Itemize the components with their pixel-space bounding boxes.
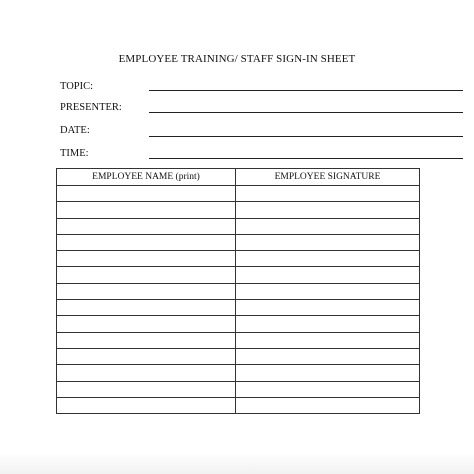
employee-name-cell[interactable] [57,186,236,202]
table-row [57,397,420,413]
employee-signature-cell[interactable] [236,348,420,364]
table-row [57,234,420,250]
employee-name-cell[interactable] [57,251,236,267]
employee-signature-cell[interactable] [236,202,420,218]
table-row [57,283,420,299]
employee-signature-cell[interactable] [236,381,420,397]
document-title: EMPLOYEE TRAINING/ STAFF SIGN-IN SHEET [118,53,356,65]
table-row [57,267,420,283]
employee-signature-cell[interactable] [236,234,420,250]
employee-signature-cell[interactable] [236,251,420,267]
table-row [57,202,420,218]
presenter-field [60,102,405,118]
employee-name-cell[interactable] [57,381,236,397]
table-row [57,348,420,364]
topic-fill-line[interactable] [149,90,463,91]
table-row [57,218,420,234]
date-fill-line[interactable] [149,136,463,137]
table-row [57,251,420,267]
employee-signature-cell[interactable] [236,218,420,234]
time-label: TIME: [60,148,89,159]
date-label: DATE: [60,125,90,136]
employee-signature-cell[interactable] [236,332,420,348]
table-header-row [57,169,420,186]
employee-signature-header: EMPLOYEE SIGNATURE [236,169,420,186]
employee-signature-cell[interactable] [236,283,420,299]
employee-name-cell[interactable] [57,202,236,218]
table-row [57,186,420,202]
table-body [57,186,420,414]
employee-name-cell[interactable] [57,316,236,332]
employee-name-cell[interactable] [57,365,236,381]
table-row [57,332,420,348]
topic-label: TOPIC: [60,81,94,92]
employee-signature-cell[interactable] [236,267,420,283]
table-row [57,300,420,316]
table-row [57,381,420,397]
employee-signature-cell[interactable] [236,316,420,332]
employee-signature-cell[interactable] [236,365,420,381]
employee-name-cell[interactable] [57,300,236,316]
time-fill-line[interactable] [149,158,463,159]
employee-name-header: EMPLOYEE NAME (print) [57,169,236,186]
topic-field [60,81,405,97]
employee-name-cell[interactable] [57,218,236,234]
presenter-fill-line[interactable] [149,112,463,113]
employee-name-cell[interactable] [57,283,236,299]
employee-signature-cell[interactable] [236,300,420,316]
sign-in-table [56,168,420,414]
employee-signature-cell[interactable] [236,186,420,202]
date-field [60,125,405,141]
employee-name-cell[interactable] [57,332,236,348]
time-field [60,148,405,164]
employee-signature-cell[interactable] [236,397,420,413]
table-row [57,365,420,381]
presenter-label: PRESENTER: [60,102,122,113]
employee-name-cell[interactable] [57,348,236,364]
employee-name-cell[interactable] [57,267,236,283]
employee-name-cell[interactable] [57,397,236,413]
page-bottom-edge [0,452,474,474]
employee-name-cell[interactable] [57,234,236,250]
table-row [57,316,420,332]
